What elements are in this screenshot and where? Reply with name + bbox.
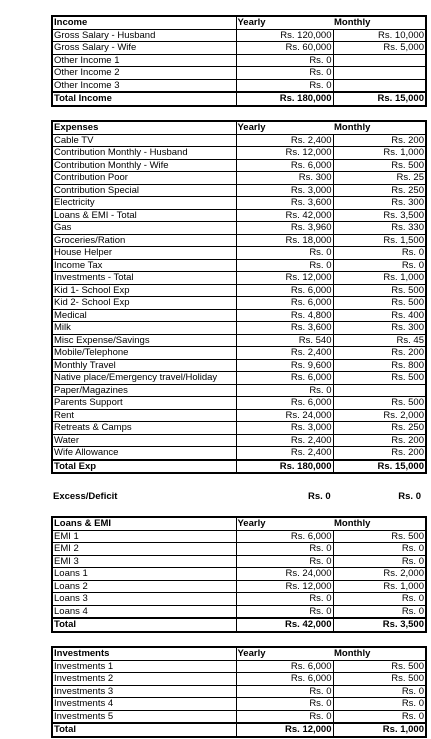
- row-label: Gas: [52, 222, 236, 235]
- monthly-value: [333, 67, 426, 80]
- yearly-value: Rs. 3,000: [236, 422, 333, 435]
- monthly-value: Rs. 3,500: [333, 209, 426, 222]
- excess-deficit-yearly: Rs. 0: [308, 491, 331, 502]
- investments-table: [51, 646, 427, 738]
- table-row: [52, 172, 426, 185]
- table-row: [52, 347, 426, 360]
- loans-header-row: [52, 517, 426, 530]
- monthly-value: Rs. 10,000: [333, 29, 426, 42]
- yearly-value: Rs. 0: [236, 698, 333, 711]
- table-row: [52, 284, 426, 297]
- row-label: Other Income 2: [52, 67, 236, 80]
- monthly-value: Rs. 200: [333, 447, 426, 460]
- row-label: Paper/Magazines: [52, 384, 236, 397]
- monthly-value: Rs. 2,000: [333, 568, 426, 581]
- monthly-value: Rs. 5,000: [333, 42, 426, 55]
- total-yearly: Rs. 180,000: [236, 92, 333, 106]
- table-row: [52, 247, 426, 260]
- table-row: [52, 259, 426, 272]
- yearly-value: Rs. 24,000: [236, 568, 333, 581]
- row-label: Other Income 3: [52, 79, 236, 92]
- monthly-value: Rs. 330: [333, 222, 426, 235]
- table-row: [52, 698, 426, 711]
- monthly-value: Rs. 1,000: [333, 147, 426, 160]
- table-row: [52, 134, 426, 147]
- column-header-monthly: Monthly: [333, 647, 426, 660]
- row-label: Loans 3: [52, 593, 236, 606]
- excess-deficit-monthly: Rs. 0: [398, 491, 421, 502]
- total-label: Total Income: [52, 92, 236, 106]
- total-yearly: Rs. 180,000: [236, 460, 333, 474]
- table-row: [52, 372, 426, 385]
- table-row: [52, 422, 426, 435]
- monthly-value: Rs. 0: [333, 543, 426, 556]
- yearly-value: Rs. 3,600: [236, 322, 333, 335]
- table-row: [52, 29, 426, 42]
- row-label: Monthly Travel: [52, 359, 236, 372]
- monthly-value: Rs. 1,000: [333, 272, 426, 285]
- yearly-value: Rs. 42,000: [236, 209, 333, 222]
- yearly-value: Rs. 12,000: [236, 272, 333, 285]
- yearly-value: Rs. 2,400: [236, 447, 333, 460]
- row-label: Native place/Emergency travel/Holiday: [52, 372, 236, 385]
- row-label: Kid 1- School Exp: [52, 284, 236, 297]
- row-label: Loans 4: [52, 605, 236, 618]
- table-row: [52, 197, 426, 210]
- row-label: Investments 4: [52, 698, 236, 711]
- excess-deficit-label: Excess/Deficit: [53, 491, 118, 502]
- yearly-value: Rs. 6,000: [236, 530, 333, 543]
- row-label: EMI 3: [52, 555, 236, 568]
- monthly-value: Rs. 0: [333, 259, 426, 272]
- yearly-value: Rs. 12,000: [236, 580, 333, 593]
- income-header-row: [52, 16, 426, 29]
- yearly-value: Rs. 3,600: [236, 197, 333, 210]
- table-row: [52, 434, 426, 447]
- column-header-yearly: Yearly: [236, 647, 333, 660]
- total-monthly: Rs. 15,000: [333, 460, 426, 474]
- column-header-label: Expenses: [52, 121, 236, 134]
- table-row: [52, 555, 426, 568]
- total-monthly: Rs. 3,500: [333, 618, 426, 632]
- row-label: Income Tax: [52, 259, 236, 272]
- expenses-total-row: [52, 460, 426, 474]
- row-label: Loans 2: [52, 580, 236, 593]
- row-label: Contribution Poor: [52, 172, 236, 185]
- monthly-value: Rs. 500: [333, 159, 426, 172]
- row-label: Other Income 1: [52, 54, 236, 67]
- table-row: [52, 147, 426, 160]
- row-label: Groceries/Ration: [52, 234, 236, 247]
- yearly-value: Rs. 2,400: [236, 347, 333, 360]
- yearly-value: Rs. 0: [236, 605, 333, 618]
- yearly-value: Rs. 24,000: [236, 409, 333, 422]
- monthly-value: Rs. 1,000: [333, 580, 426, 593]
- table-row: [52, 397, 426, 410]
- row-label: Investments 2: [52, 673, 236, 686]
- row-label: Contribution Special: [52, 184, 236, 197]
- row-label: Wife Allowance: [52, 447, 236, 460]
- table-row: [52, 322, 426, 335]
- loans-table: [51, 516, 427, 633]
- row-label: Rent: [52, 409, 236, 422]
- yearly-value: Rs. 6,000: [236, 284, 333, 297]
- monthly-value: Rs. 500: [333, 397, 426, 410]
- yearly-value: Rs. 0: [236, 593, 333, 606]
- row-label: Mobile/Telephone: [52, 347, 236, 360]
- monthly-value: Rs. 500: [333, 673, 426, 686]
- monthly-value: Rs. 500: [333, 530, 426, 543]
- row-label: Gross Salary - Wife: [52, 42, 236, 55]
- yearly-value: Rs. 4,800: [236, 309, 333, 322]
- yearly-value: Rs. 18,000: [236, 234, 333, 247]
- monthly-value: Rs. 250: [333, 184, 426, 197]
- monthly-value: Rs. 800: [333, 359, 426, 372]
- income-total-row: [52, 92, 426, 106]
- column-header-yearly: Yearly: [236, 16, 333, 29]
- row-label: Milk: [52, 322, 236, 335]
- row-label: Contribution Monthly - Husband: [52, 147, 236, 160]
- monthly-value: Rs. 0: [333, 555, 426, 568]
- yearly-value: Rs. 0: [236, 247, 333, 260]
- column-header-monthly: Monthly: [333, 517, 426, 530]
- income-table: [51, 15, 427, 107]
- monthly-value: Rs. 500: [333, 660, 426, 673]
- table-row: [52, 660, 426, 673]
- table-row: [52, 334, 426, 347]
- yearly-value: Rs. 0: [236, 67, 333, 80]
- row-label: Cable TV: [52, 134, 236, 147]
- yearly-value: Rs. 2,400: [236, 134, 333, 147]
- yearly-value: Rs. 0: [236, 79, 333, 92]
- table-row: [52, 673, 426, 686]
- table-row: [52, 605, 426, 618]
- yearly-value: Rs. 300: [236, 172, 333, 185]
- row-label: Parents Support: [52, 397, 236, 410]
- table-row: [52, 384, 426, 397]
- yearly-value: Rs. 6,000: [236, 673, 333, 686]
- yearly-value: Rs. 0: [236, 710, 333, 723]
- row-label: Medical: [52, 309, 236, 322]
- column-header-monthly: Monthly: [333, 121, 426, 134]
- row-label: Investments - Total: [52, 272, 236, 285]
- table-row: [52, 42, 426, 55]
- table-row: [52, 580, 426, 593]
- table-row: [52, 159, 426, 172]
- yearly-value: Rs. 6,000: [236, 397, 333, 410]
- monthly-value: Rs. 25: [333, 172, 426, 185]
- row-label: Investments 3: [52, 685, 236, 698]
- row-label: Kid 2- School Exp: [52, 297, 236, 310]
- yearly-value: Rs. 0: [236, 555, 333, 568]
- yearly-value: Rs. 0: [236, 685, 333, 698]
- column-header-monthly: Monthly: [333, 16, 426, 29]
- total-label: Total: [52, 618, 236, 632]
- monthly-value: Rs. 1,500: [333, 234, 426, 247]
- yearly-value: Rs. 9,600: [236, 359, 333, 372]
- table-row: [52, 184, 426, 197]
- monthly-value: Rs. 45: [333, 334, 426, 347]
- monthly-value: Rs. 500: [333, 372, 426, 385]
- row-label: EMI 2: [52, 543, 236, 556]
- row-label: Loans & EMI - Total: [52, 209, 236, 222]
- row-label: Investments 1: [52, 660, 236, 673]
- total-yearly: Rs. 12,000: [236, 723, 333, 737]
- monthly-value: Rs. 250: [333, 422, 426, 435]
- table-row: [52, 447, 426, 460]
- total-monthly: Rs. 1,000: [333, 723, 426, 737]
- table-row: [52, 309, 426, 322]
- yearly-value: Rs. 2,400: [236, 434, 333, 447]
- row-label: Misc Expense/Savings: [52, 334, 236, 347]
- expenses-header-row: [52, 121, 426, 134]
- yearly-value: Rs. 3,960: [236, 222, 333, 235]
- monthly-value: Rs. 200: [333, 134, 426, 147]
- row-label: Investments 5: [52, 710, 236, 723]
- total-monthly: Rs. 15,000: [333, 92, 426, 106]
- yearly-value: Rs. 0: [236, 54, 333, 67]
- expenses-table: [51, 120, 427, 474]
- investments-total-row: [52, 723, 426, 737]
- column-header-yearly: Yearly: [236, 517, 333, 530]
- table-row: [52, 209, 426, 222]
- yearly-value: Rs. 6,000: [236, 297, 333, 310]
- yearly-value: Rs. 0: [236, 259, 333, 272]
- monthly-value: Rs. 2,000: [333, 409, 426, 422]
- monthly-value: Rs. 0: [333, 710, 426, 723]
- row-label: Loans 1: [52, 568, 236, 581]
- row-label: Gross Salary - Husband: [52, 29, 236, 42]
- monthly-value: [333, 384, 426, 397]
- monthly-value: Rs. 500: [333, 297, 426, 310]
- monthly-value: [333, 79, 426, 92]
- table-row: [52, 234, 426, 247]
- yearly-value: Rs. 0: [236, 384, 333, 397]
- row-label: EMI 1: [52, 530, 236, 543]
- yearly-value: Rs. 120,000: [236, 29, 333, 42]
- yearly-value: Rs. 6,000: [236, 159, 333, 172]
- table-row: [52, 222, 426, 235]
- monthly-value: [333, 54, 426, 67]
- table-row: [52, 530, 426, 543]
- table-row: [52, 67, 426, 80]
- monthly-value: Rs. 0: [333, 698, 426, 711]
- monthly-value: Rs. 0: [333, 247, 426, 260]
- table-row: [52, 568, 426, 581]
- row-label: Electricity: [52, 197, 236, 210]
- row-label: Contribution Monthly - Wife: [52, 159, 236, 172]
- row-label: Water: [52, 434, 236, 447]
- monthly-value: Rs. 400: [333, 309, 426, 322]
- yearly-value: Rs. 3,000: [236, 184, 333, 197]
- monthly-value: Rs. 0: [333, 593, 426, 606]
- table-row: [52, 685, 426, 698]
- table-row: [52, 543, 426, 556]
- table-row: [52, 297, 426, 310]
- monthly-value: Rs. 500: [333, 284, 426, 297]
- monthly-value: Rs. 200: [333, 347, 426, 360]
- total-label: Total: [52, 723, 236, 737]
- column-header-label: Investments: [52, 647, 236, 660]
- yearly-value: Rs. 0: [236, 543, 333, 556]
- table-row: [52, 359, 426, 372]
- investments-header-row: [52, 647, 426, 660]
- column-header-label: Loans & EMI: [52, 517, 236, 530]
- total-yearly: Rs. 42,000: [236, 618, 333, 632]
- table-row: [52, 593, 426, 606]
- monthly-value: Rs. 0: [333, 685, 426, 698]
- monthly-value: Rs. 300: [333, 322, 426, 335]
- yearly-value: Rs. 60,000: [236, 42, 333, 55]
- total-label: Total Exp: [52, 460, 236, 474]
- monthly-value: Rs. 0: [333, 605, 426, 618]
- row-label: Retreats & Camps: [52, 422, 236, 435]
- table-row: [52, 79, 426, 92]
- table-row: [52, 710, 426, 723]
- yearly-value: Rs. 6,000: [236, 372, 333, 385]
- monthly-value: Rs. 300: [333, 197, 426, 210]
- table-row: [52, 409, 426, 422]
- column-header-label: Income: [52, 16, 236, 29]
- yearly-value: Rs. 12,000: [236, 147, 333, 160]
- excess-deficit-row: [53, 491, 425, 505]
- column-header-yearly: Yearly: [236, 121, 333, 134]
- table-row: [52, 272, 426, 285]
- row-label: House Helper: [52, 247, 236, 260]
- table-row: [52, 54, 426, 67]
- monthly-value: Rs. 200: [333, 434, 426, 447]
- loans-total-row: [52, 618, 426, 632]
- yearly-value: Rs. 540: [236, 334, 333, 347]
- yearly-value: Rs. 6,000: [236, 660, 333, 673]
